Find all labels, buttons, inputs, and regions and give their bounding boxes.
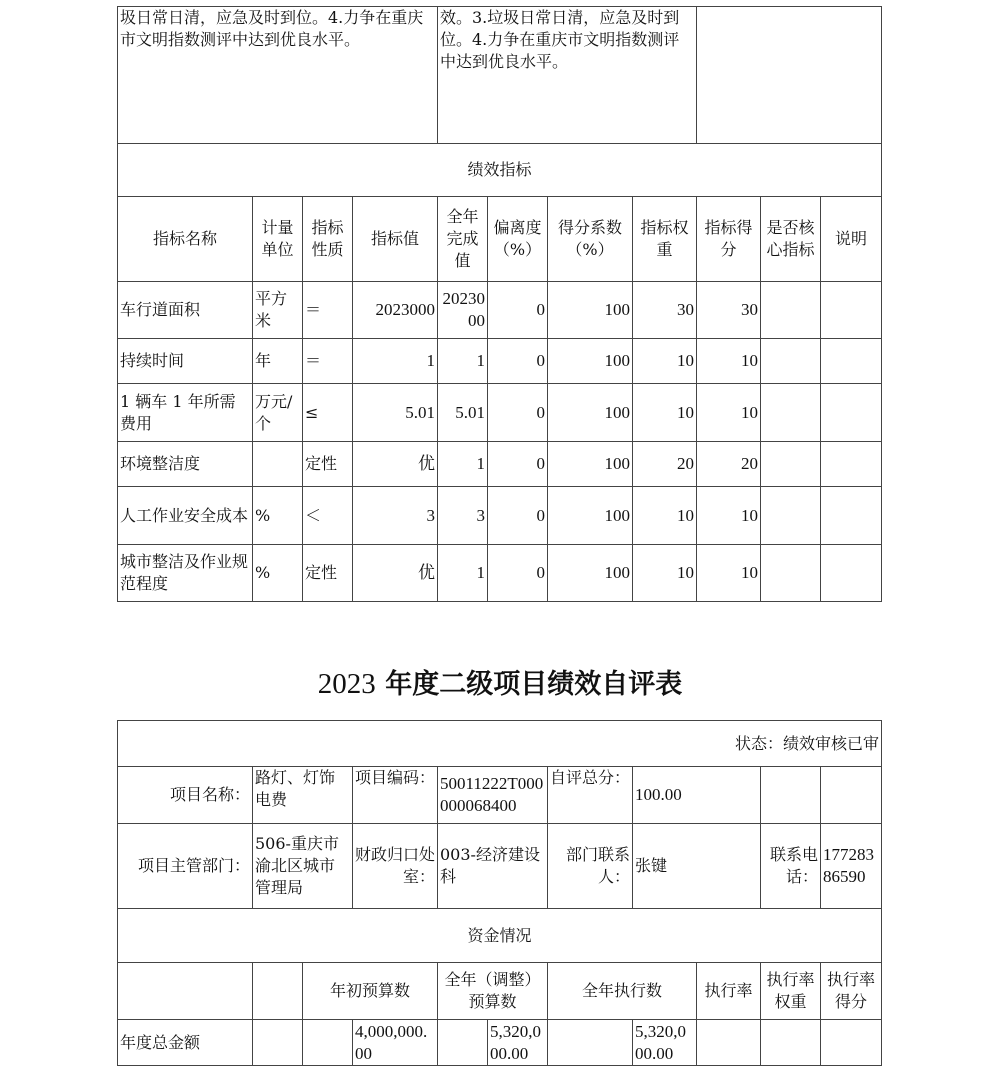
indicator-value: 5.01: [353, 384, 438, 442]
indicator-name: 环境整洁度: [118, 442, 253, 487]
indicator-name: 持续时间: [118, 339, 253, 384]
indicator-weight: 10: [633, 339, 697, 384]
indicator-core: [761, 545, 821, 602]
project-name-row: [118, 767, 882, 824]
table-row: [118, 282, 882, 339]
indicator-weight: 10: [633, 384, 697, 442]
indicator-score: 10: [697, 384, 761, 442]
indicator-nature: 定性: [303, 545, 353, 602]
goal-text-extra: [697, 7, 882, 144]
project-name-value: 路灯、灯饰电费: [253, 767, 353, 824]
funds-total-label: 年度总金额: [118, 1020, 253, 1066]
funds-header-rate-score: 执行率得分: [821, 963, 882, 1020]
indicator-done: 3: [438, 487, 488, 545]
indicator-done: 1: [438, 339, 488, 384]
empty-cell: [697, 1020, 761, 1066]
funds-header-rate: 执行率: [697, 963, 761, 1020]
indicator-core: [761, 442, 821, 487]
indicator-name: 城市整洁及作业规范程度: [118, 545, 253, 602]
empty-cell: [303, 1020, 353, 1066]
indicator-nature: ≤: [303, 384, 353, 442]
header-weight: 指标权重: [633, 197, 697, 282]
indicator-core: [761, 282, 821, 339]
phone-label: 联系电话：: [761, 824, 821, 909]
indicator-score: 10: [697, 487, 761, 545]
table-row: [118, 339, 882, 384]
empty-cell: [761, 767, 821, 824]
contact-label: 部门联系人：: [548, 824, 633, 909]
indicator-coefficient: 100: [548, 384, 633, 442]
indicator-nature: ＝: [303, 339, 353, 384]
indicator-unit: 万元/个: [253, 384, 303, 442]
indicator-note: [821, 442, 882, 487]
indicator-coefficient: 100: [548, 487, 633, 545]
indicator-nature: 定性: [303, 442, 353, 487]
empty-cell: [118, 963, 253, 1020]
empty-cell: [821, 767, 882, 824]
goal-row: [118, 7, 882, 144]
performance-table: [117, 6, 882, 602]
header-unit: 计量单位: [253, 197, 303, 282]
goal-text-actual: 圾日常日清，应急及时到位。4.力争在重庆市文明指数测评中达到优良水平。: [118, 7, 438, 144]
indicator-unit: %: [253, 545, 303, 602]
indicator-weight: 30: [633, 282, 697, 339]
funds-header-adjusted: 全年（调整）预算数: [438, 963, 548, 1020]
project-code-label: 项目编码：: [353, 767, 438, 824]
empty-cell: [253, 963, 303, 1020]
self-score-value: 100.00: [633, 767, 761, 824]
perf-section-title: 绩效指标: [118, 144, 882, 197]
indicator-deviation: 0: [488, 384, 548, 442]
table-row: [118, 487, 882, 545]
dept-value: 506-重庆市渝北区城市管理局: [253, 824, 353, 909]
empty-cell: [761, 1020, 821, 1066]
indicator-value: 优: [353, 545, 438, 602]
indicator-coefficient: 100: [548, 442, 633, 487]
header-score: 指标得分: [697, 197, 761, 282]
indicator-core: [761, 487, 821, 545]
indicator-value: 优: [353, 442, 438, 487]
indicator-unit: [253, 442, 303, 487]
funds-total-row: [118, 1020, 882, 1066]
indicator-nature: ＜: [303, 487, 353, 545]
table-row: [118, 442, 882, 487]
indicator-score: 10: [697, 545, 761, 602]
indicator-weight: 10: [633, 545, 697, 602]
header-indicator-name: 指标名称: [118, 197, 253, 282]
funds-adjusted-value: 5,320,000.00: [488, 1020, 548, 1066]
header-deviation: 偏离度（%）: [488, 197, 548, 282]
empty-cell: [821, 1020, 882, 1066]
indicator-weight: 20: [633, 442, 697, 487]
indicator-coefficient: 100: [548, 282, 633, 339]
indicator-score: 30: [697, 282, 761, 339]
title-text: 年度二级项目绩效自评表: [375, 669, 683, 700]
project-name-label: 项目名称：: [118, 767, 253, 824]
indicator-done: 1: [438, 545, 488, 602]
indicator-unit: 年: [253, 339, 303, 384]
indicator-coefficient: 100: [548, 545, 633, 602]
table-row: [118, 545, 882, 602]
indicator-core: [761, 339, 821, 384]
indicator-deviation: 0: [488, 339, 548, 384]
funds-initial-value: 4,000,000.00: [353, 1020, 438, 1066]
indicator-name: 1 辆车 1 年所需费用: [118, 384, 253, 442]
indicator-value: 2023000: [353, 282, 438, 339]
funds-header-rate-weight: 执行率权重: [761, 963, 821, 1020]
indicator-deviation: 0: [488, 282, 548, 339]
project-dept-row: [118, 824, 882, 909]
perf-header-row: [118, 197, 882, 282]
indicator-name: 人工作业安全成本: [118, 487, 253, 545]
indicator-deviation: 0: [488, 545, 548, 602]
indicator-done: 1: [438, 442, 488, 487]
funds-section-title: 资金情况: [118, 909, 882, 963]
self-score-label: 自评总分：: [548, 767, 633, 824]
indicator-done: 5.01: [438, 384, 488, 442]
funds-executed-value: 5,320,000.00: [633, 1020, 697, 1066]
indicator-note: [821, 384, 882, 442]
indicator-unit: %: [253, 487, 303, 545]
empty-cell: [253, 1020, 303, 1066]
indicator-weight: 10: [633, 487, 697, 545]
header-nature: 指标性质: [303, 197, 353, 282]
indicator-note: [821, 282, 882, 339]
indicator-value: 3: [353, 487, 438, 545]
funds-header-row: [118, 963, 882, 1020]
project-code-value: 50011222T000000068400: [438, 767, 548, 824]
dept-label: 项目主管部门：: [118, 824, 253, 909]
indicator-deviation: 0: [488, 487, 548, 545]
goal-text-target: 效。3.垃圾日常日清，应急及时到位。4.力争在重庆市文明指数测评中达到优良水平。: [438, 7, 697, 144]
header-done: 全年完成值: [438, 197, 488, 282]
header-coefficient: 得分系数（%）: [548, 197, 633, 282]
indicator-score: 10: [697, 339, 761, 384]
finance-label: 财政归口处室：: [353, 824, 438, 909]
funds-header-initial: 年初预算数: [303, 963, 438, 1020]
empty-cell: [548, 1020, 633, 1066]
indicator-done: 2023000: [438, 282, 488, 339]
indicator-deviation: 0: [488, 442, 548, 487]
header-value: 指标值: [353, 197, 438, 282]
title-year: 2023: [317, 668, 376, 700]
header-note: 说明: [821, 197, 882, 282]
indicator-unit: 平方米: [253, 282, 303, 339]
contact-value: 张键: [633, 824, 761, 909]
project-table: [117, 720, 882, 1066]
indicator-coefficient: 100: [548, 339, 633, 384]
table-row: [118, 384, 882, 442]
empty-cell: [438, 1020, 488, 1066]
indicator-nature: ＝: [303, 282, 353, 339]
header-core: 是否核心指标: [761, 197, 821, 282]
indicator-note: [821, 339, 882, 384]
funds-header-executed: 全年执行数: [548, 963, 697, 1020]
indicator-note: [821, 545, 882, 602]
indicator-note: [821, 487, 882, 545]
phone-value: 17728386590: [821, 824, 882, 909]
finance-value: 003-经济建设科: [438, 824, 548, 909]
indicator-value: 1: [353, 339, 438, 384]
page-title: [0, 664, 1000, 705]
indicator-name: 车行道面积: [118, 282, 253, 339]
indicator-score: 20: [697, 442, 761, 487]
status-text: 状态：绩效审核已审: [118, 721, 882, 767]
indicator-core: [761, 384, 821, 442]
